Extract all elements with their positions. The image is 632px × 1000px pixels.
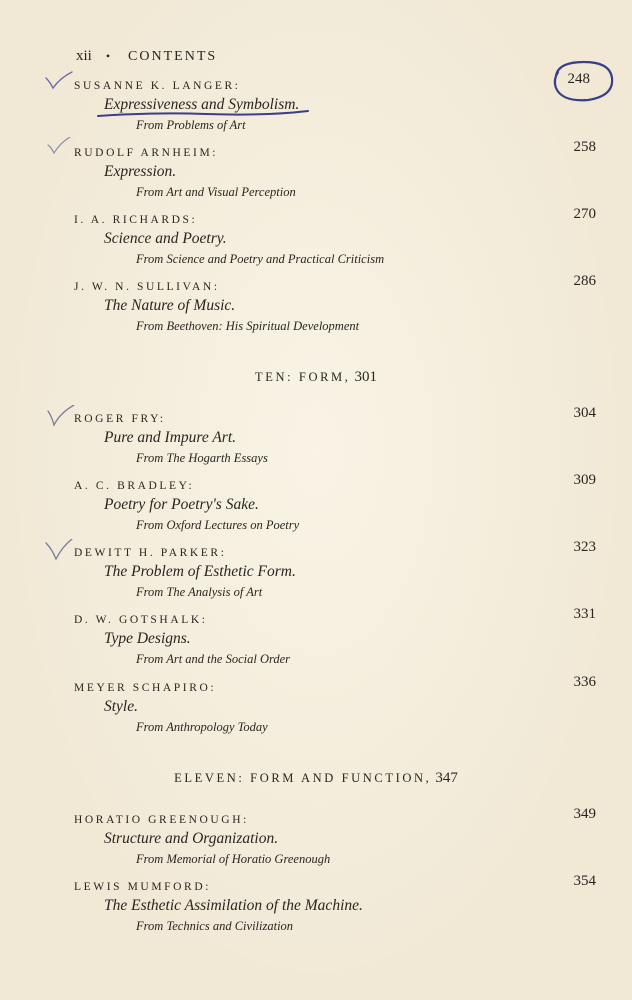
- entry-page-number: 270: [573, 206, 596, 222]
- entry-page-number: 286: [573, 273, 596, 289]
- entry-page-number: 331: [573, 606, 596, 622]
- entry-title: Poetry for Poetry's Sake.: [104, 496, 259, 513]
- entry-page-number: 323: [573, 539, 596, 555]
- entry-title: Style.: [104, 698, 138, 715]
- entry-source: From Art and Visual Perception: [136, 185, 296, 199]
- entry-source: From Technics and Civilization: [136, 919, 294, 933]
- entry-author: ROGER FRY:: [74, 413, 166, 425]
- entry-author: J. W. N. SULLIVAN:: [74, 281, 220, 293]
- entry-source: From Oxford Lectures on Poetry: [136, 518, 300, 532]
- entry-title: The Problem of Esthetic Form.: [104, 563, 296, 580]
- checkmark-icon: [46, 405, 76, 429]
- checkmark-icon: [44, 137, 74, 161]
- header-title: CONTENTS: [128, 49, 218, 64]
- checkmark-icon: [44, 539, 74, 563]
- entry-author: SUSANNE K. LANGER:: [74, 80, 241, 92]
- section-heading: [0, 369, 632, 386]
- entry-title: Expressiveness and Symbolism.: [104, 96, 300, 113]
- entry-source: From Art and the Social Order: [136, 652, 291, 666]
- entry-title: Type Designs.: [104, 630, 191, 647]
- section-page-number: 301: [354, 369, 377, 385]
- entry-title: Structure and Organization.: [104, 830, 279, 847]
- entry-source: From Science and Poetry and Practical Criticism: [136, 252, 385, 266]
- entry-page-number: 248: [567, 71, 590, 87]
- entry-author: MEYER SCHAPIRO:: [74, 682, 217, 694]
- entry-author: RUDOLF ARNHEIM:: [74, 147, 219, 159]
- entry-author: D. W. GOTSHALK:: [74, 614, 208, 626]
- entry-source: From Problems of Art: [136, 118, 246, 132]
- entry-page-number: 354: [573, 873, 596, 889]
- entry-page-number: 309: [573, 472, 596, 488]
- entry-page-number: 336: [573, 674, 596, 690]
- checkmark-icon: [44, 70, 74, 94]
- entry-source: From Memorial of Horatio Greenough: [136, 852, 331, 866]
- entry-title: The Nature of Music.: [104, 297, 236, 314]
- entry-title: Science and Poetry.: [104, 230, 227, 247]
- section-label: TEN: FORM,: [255, 370, 351, 384]
- entry-title: Expression.: [104, 163, 177, 180]
- entry-source: From The Hogarth Essays: [136, 451, 268, 465]
- entry-page-number: 349: [573, 806, 596, 822]
- entry-author: LEWIS MUMFORD:: [74, 881, 212, 893]
- entry-source: From Anthropology Today: [136, 720, 268, 734]
- entry-author: HORATIO GREENOUGH:: [74, 814, 249, 826]
- entry-title: The Esthetic Assimilation of the Machine.: [104, 897, 363, 914]
- underline-annotation: [96, 108, 310, 120]
- header-separator: •: [105, 49, 113, 63]
- running-header: [76, 48, 217, 65]
- circled-page-annotation: [548, 56, 618, 108]
- entry-author: A. C. BRADLEY:: [74, 480, 195, 492]
- section-label: ELEVEN: FORM AND FUNCTION,: [174, 771, 432, 785]
- section-page-number: 347: [435, 770, 458, 786]
- entry-source: From Beethoven: His Spiritual Development: [136, 319, 360, 333]
- entry-title: Pure and Impure Art.: [104, 429, 237, 446]
- entry-author: DEWITT H. PARKER:: [74, 547, 227, 559]
- entry-author: I. A. RICHARDS:: [74, 214, 198, 226]
- section-heading: [0, 770, 632, 787]
- entry-source: From The Analysis of Art: [136, 585, 263, 599]
- entry-page-number: 258: [573, 139, 596, 155]
- entry-page-number: 304: [573, 405, 596, 421]
- header-page-number: xii: [76, 48, 92, 64]
